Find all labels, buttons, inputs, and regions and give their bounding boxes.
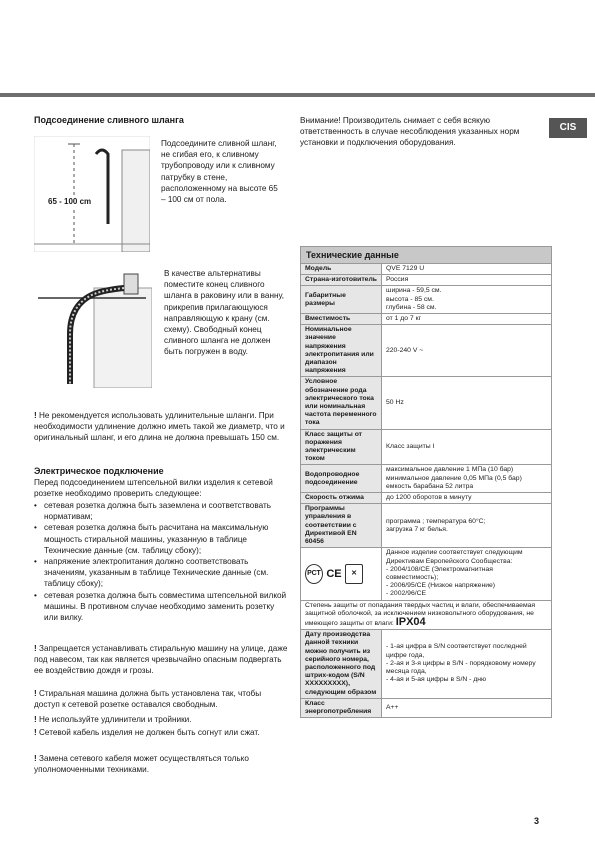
row-value: до 1200 оборотов в минуту (382, 493, 552, 504)
table-row (301, 465, 552, 493)
drain-text-1: Подсоедините сливной шланг, не сгибая его, к сливному трубопроводу или к сливному патрубку в стене, расположенному на высоте 65 – 100 см от пола. (161, 139, 278, 205)
language-tab: CIS (549, 118, 587, 138)
pct-mark-icon: РСТ (305, 564, 323, 584)
height-label: 65 - 100 cm (48, 197, 92, 206)
electric-warning-5 (34, 753, 288, 775)
drain-height-figure (34, 136, 150, 252)
protection-code: IPX04 (395, 615, 426, 628)
row-value: программа ; температура 60°C; загрузка 7 кг белья. (382, 504, 552, 548)
row-label: Габаритные размеры (301, 286, 382, 314)
warning-text: Замена сетевого кабеля может осуществляться только уполномоченными техниками. (34, 754, 249, 775)
row-value: Россия (382, 275, 552, 286)
row-label: Номинальное значение напряжения электропитания или диапазон напряжения (301, 325, 382, 377)
table-row (301, 264, 552, 275)
warning-mark: ! (34, 715, 40, 724)
table-row (301, 698, 552, 717)
row-label: Модель (301, 264, 382, 275)
table-row (301, 493, 552, 504)
warning-mark: ! (34, 689, 40, 698)
row-label: Класс энергопотребления (301, 698, 382, 717)
row-label: Класс защиты от поражения электрическим током (301, 429, 382, 465)
page-number: 3 (534, 816, 540, 826)
table-row (301, 286, 552, 314)
warning-mark: ! (34, 411, 40, 420)
drain-warning (34, 410, 288, 444)
row-label: Программы управления в соответствии с Директивой EN 60456 (301, 504, 382, 548)
row-value: - 1-ая цифра в S/N соответствует последней цифре года, - 2-ая и 3-я цифры в S/N - порядковому номеру месяца года, - 4-ая и 5-ая цифры в S/N - дню (382, 630, 552, 699)
row-value: ширина - 59,5 см. высота - 85 см. глубина - 58 см. (382, 286, 552, 314)
electric-heading: Электрическое подключение (34, 466, 164, 476)
weee-bin-icon: ✕ (345, 564, 363, 584)
row-label: Водопроводное подсоединение (301, 465, 382, 493)
list-item: • сетевая розетка должна быть расчитана на максимальную мощность стиральной машины, указанную в таблице Технические данные (см. таблицу сбоку); (34, 522, 288, 556)
directives-text: Данное изделие соответствует следующим Директивам Европейского Сообщества: - 2004/108/CE (Электромагнитная совместимость); - 2006/95/CE (Низкое напряжение) - 2002/96/CE (382, 548, 552, 600)
row-value: максимальное давление 1 МПа (10 бар) минимальное давление 0,05 МПа (0,5 бар) емкость барабана 52 литра (382, 465, 552, 493)
electric-warning-3 (34, 714, 288, 725)
electric-warning-2 (34, 688, 288, 710)
tech-data-table (300, 246, 552, 718)
table-row (301, 429, 552, 465)
row-value: от 1 до 7 кг (382, 314, 552, 325)
warning-mark: ! (34, 644, 40, 653)
drain-heading: Подсоединение сливного шланга (34, 115, 184, 125)
sink-hose-figure (34, 268, 152, 388)
list-item: • сетевая розетка должна быть совместима штепсельной вилкой машины. В противном случае необходимо заменить розетку или вилку. (34, 590, 288, 624)
row-value: QVE 7129 U (382, 264, 552, 275)
row-label: Скорость отжима (301, 493, 382, 504)
electric-checklist (34, 500, 288, 623)
row-label: Условное обозначение рода электрического тока или номинальная частота переменного тока (301, 377, 382, 429)
electric-warning-4 (34, 727, 288, 738)
electric-intro: Перед подсоединением штепсельной вилки изделия к сетевой розетке необходимо проверить следующее: (34, 478, 273, 499)
warning-text: Стиральная машина должна быть установлена так, чтобы доступ к сетевой розетке оставался свободным. (34, 689, 262, 710)
row-value: 50 Hz (382, 377, 552, 429)
warning-text: Запрещается устанавливать стиральную машину на улице, даже под навесом, так как является чрезвычайно опасным подвергать ее воздействию дождя и грозы. (34, 644, 288, 676)
table-row (301, 325, 552, 377)
warning-text: Не используйте удлинители и тройники. (39, 715, 192, 724)
protection-text: Степень защиты от попадания твердых частиц и влаги, обеспечиваемая защитной оболочкой, за исключением низковольтного оборудования, не имеющего защиты от влаги: (305, 601, 536, 627)
row-label: Вместимость (301, 314, 382, 325)
list-item: • напряжение электропитания должно соответствовать значениям, указанным в таблице Технические данные (см. таблицу сбоку); (34, 556, 288, 590)
drain-text-2: В качестве альтернативы поместите конец сливного шланга в раковину или в ванну, прикрепив прилагающуюся направляющую к крану (см. схему). Свободный конец сливного шланга не должен быть погружен в воду. (164, 269, 285, 357)
list-item: • сетевая розетка должна быть заземлена и соответствовать нормативам; (34, 500, 288, 522)
table-row (301, 548, 552, 600)
row-value: A++ (382, 698, 552, 717)
table-row (301, 275, 552, 286)
electric-warning-1 (34, 643, 288, 677)
table-row (301, 504, 552, 548)
ce-mark-icon: CE (326, 567, 342, 580)
row-value: Класс защиты I (382, 429, 552, 465)
drain-warning-text: Не рекомендуется использовать удлинительные шланги. При необходимости удлинение должно иметь такой же диаметр, что и оригинальный шланг, и его длина не должна превышать 150 см. (34, 411, 285, 443)
table-row (301, 600, 552, 630)
table-row (301, 314, 552, 325)
table-row (301, 377, 552, 429)
warning-mark: ! (34, 754, 40, 763)
row-value: 220-240 V ~ (382, 325, 552, 377)
manufacturer-notice: Внимание! Производитель снимает с себя всякую ответственность в случае несоблюдения указанных норм установки и подключения оборудования. (300, 116, 520, 148)
row-label: Дату производства данной техники можно получить из серийного номера, расположенного под штрих-кодом (S/N XXXXXXXXX), следующим образом (301, 630, 382, 699)
warning-mark: ! (34, 728, 40, 737)
certification-logos (301, 548, 382, 600)
protection-cell (301, 600, 552, 630)
warning-text: Сетевой кабель изделия не должен быть согнут или сжат. (39, 728, 260, 737)
top-divider-bar (0, 93, 595, 97)
tech-table-title: Технические данные (301, 247, 552, 264)
row-label: Страна-изготовитель (301, 275, 382, 286)
table-row (301, 630, 552, 699)
